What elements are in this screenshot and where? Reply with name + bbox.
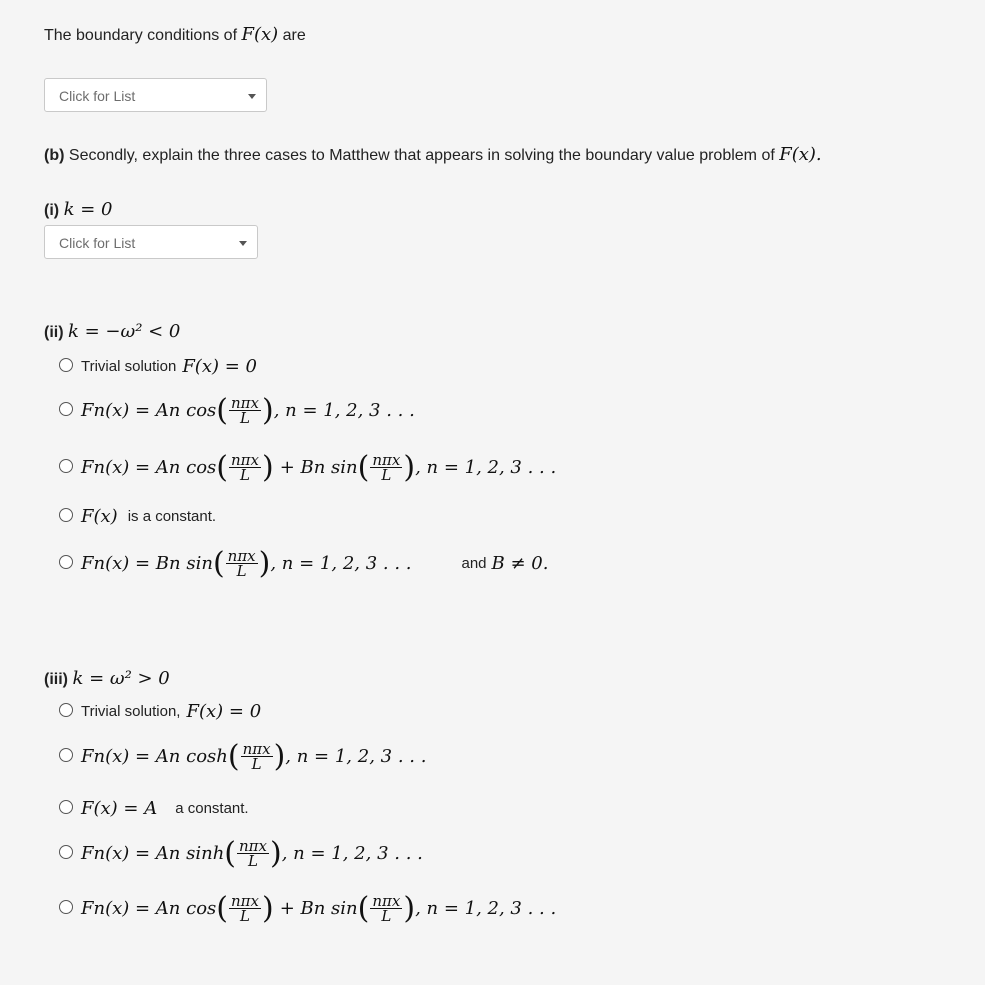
case-2-option-5[interactable] (59, 545, 549, 581)
fraction-numerator: nπx (372, 892, 401, 910)
option-math: Fn(x) = An cos (81, 400, 217, 421)
option-mid: + Bn sin (279, 898, 358, 919)
fraction (229, 453, 261, 482)
right-paren: ) (261, 890, 274, 926)
option-text: Trivial solution (81, 358, 177, 375)
case-3-option-1[interactable] (59, 701, 261, 722)
option-math: F(x) = A (81, 798, 158, 819)
case-3-math: k = ω² > 0 (72, 668, 170, 689)
fraction-denominator: L (381, 907, 392, 925)
left-paren: ( (227, 738, 240, 774)
fraction-denominator: L (248, 852, 258, 870)
option-tail: , n = 1, 2, 3 . . . (270, 553, 412, 574)
option-text: Trivial solution, (81, 703, 181, 720)
intro-math: F(x) (241, 24, 279, 45)
option-tail: , n = 1, 2, 3 . . . (273, 400, 415, 421)
fraction (229, 396, 261, 425)
fraction (241, 742, 273, 771)
radio-button[interactable] (59, 555, 73, 569)
case-3-option-4[interactable] (59, 835, 423, 871)
option-tail: , n = 1, 2, 3 . . . (285, 746, 427, 767)
fraction-numerator: nπx (231, 892, 259, 910)
fraction-numerator: nπx (372, 451, 401, 469)
case-1-heading (44, 199, 112, 220)
case-1-math: k = 0 (63, 199, 113, 220)
left-paren: ( (357, 890, 370, 926)
radio-button[interactable] (59, 459, 73, 473)
fraction-denominator: L (240, 907, 250, 925)
case-1-dropdown[interactable] (44, 225, 258, 259)
fraction (226, 549, 258, 578)
radio-button[interactable] (59, 402, 73, 416)
right-paren: ) (258, 545, 271, 581)
option-math: F(x) (81, 506, 118, 527)
fraction-numerator: nπx (231, 394, 259, 412)
option-math: Fn(x) = An sinh (81, 843, 225, 864)
fraction-numerator: nπx (242, 740, 271, 758)
option-math: Fn(x) = Bn sin (81, 553, 213, 574)
case-3-label: (iii) (44, 671, 68, 688)
intro-text: The boundary conditions of (44, 27, 238, 44)
option-math: Fn(x) = An cos (81, 898, 217, 919)
option-tail: , n = 1, 2, 3 . . . (281, 843, 423, 864)
option-tail: , n = 1, 2, 3 . . . (415, 457, 557, 478)
option-math: F(x) = 0 (182, 356, 257, 377)
option-text: is a constant. (127, 508, 217, 525)
fraction-numerator: nπx (231, 451, 259, 469)
radio-button[interactable] (59, 703, 73, 717)
right-paren: ) (273, 738, 286, 774)
radio-button[interactable] (59, 508, 73, 522)
option-tail: , n = 1, 2, 3 . . . (415, 898, 557, 919)
fraction (237, 839, 269, 868)
case-2-option-1[interactable] (59, 356, 257, 377)
fraction (229, 894, 261, 923)
left-paren: ( (357, 449, 370, 485)
intro-suffix: are (282, 27, 306, 44)
fraction (370, 453, 402, 482)
case-2-option-3[interactable] (59, 449, 557, 485)
fraction-numerator: nπx (227, 547, 256, 565)
radio-button[interactable] (59, 748, 73, 762)
part-b-label: (b) (44, 147, 65, 164)
part-b-text: Secondly, explain the three cases to Matthew that appears in solving the boundary value problem of (68, 147, 775, 164)
option-text: a constant. (175, 800, 249, 817)
radio-button[interactable] (59, 900, 73, 914)
left-paren: ( (224, 835, 237, 871)
case-2-label: (ii) (44, 324, 64, 341)
left-paren: ( (212, 545, 225, 581)
dropdown-placeholder: Click for List (59, 88, 136, 104)
left-paren: ( (216, 449, 228, 485)
option-math: Fn(x) = An cosh (81, 746, 228, 767)
case-2-math: k = −ω² < 0 (68, 321, 181, 342)
fraction-denominator: L (236, 562, 247, 580)
right-paren: ) (261, 392, 274, 428)
fraction-denominator: L (251, 755, 262, 773)
case-2-option-2[interactable] (59, 392, 415, 428)
option-and: and (461, 555, 487, 572)
right-paren: ) (261, 449, 274, 485)
right-paren: ) (403, 890, 416, 926)
case-1-label: (i) (44, 202, 60, 219)
radio-button[interactable] (59, 845, 73, 859)
fraction-denominator: L (240, 409, 250, 427)
case-3-option-3[interactable] (59, 798, 249, 819)
intro-line (44, 24, 306, 45)
fraction-denominator: L (381, 466, 392, 484)
case-3-heading (44, 668, 170, 689)
radio-button[interactable] (59, 800, 73, 814)
option-math: Fn(x) = An cos (81, 457, 217, 478)
option-condition: B ≠ 0. (491, 553, 549, 574)
fraction-numerator: nπx (239, 837, 267, 855)
boundary-conditions-dropdown[interactable] (44, 78, 267, 112)
case-3-option-5[interactable] (59, 890, 557, 926)
chevron-down-icon (248, 94, 256, 99)
right-paren: ) (403, 449, 416, 485)
part-b-math: F(x). (779, 144, 822, 165)
dropdown-placeholder: Click for List (59, 235, 136, 251)
left-paren: ( (216, 392, 228, 428)
radio-button[interactable] (59, 358, 73, 372)
left-paren: ( (216, 890, 228, 926)
option-mid: + Bn sin (279, 457, 358, 478)
fraction-denominator: L (240, 466, 250, 484)
case-2-heading (44, 321, 180, 342)
option-math: F(x) = 0 (186, 701, 262, 722)
right-paren: ) (270, 835, 282, 871)
part-b-question (44, 144, 822, 165)
case-3-option-2[interactable] (59, 738, 427, 774)
fraction (370, 894, 402, 923)
chevron-down-icon (239, 241, 247, 246)
case-2-option-4[interactable] (59, 506, 216, 527)
